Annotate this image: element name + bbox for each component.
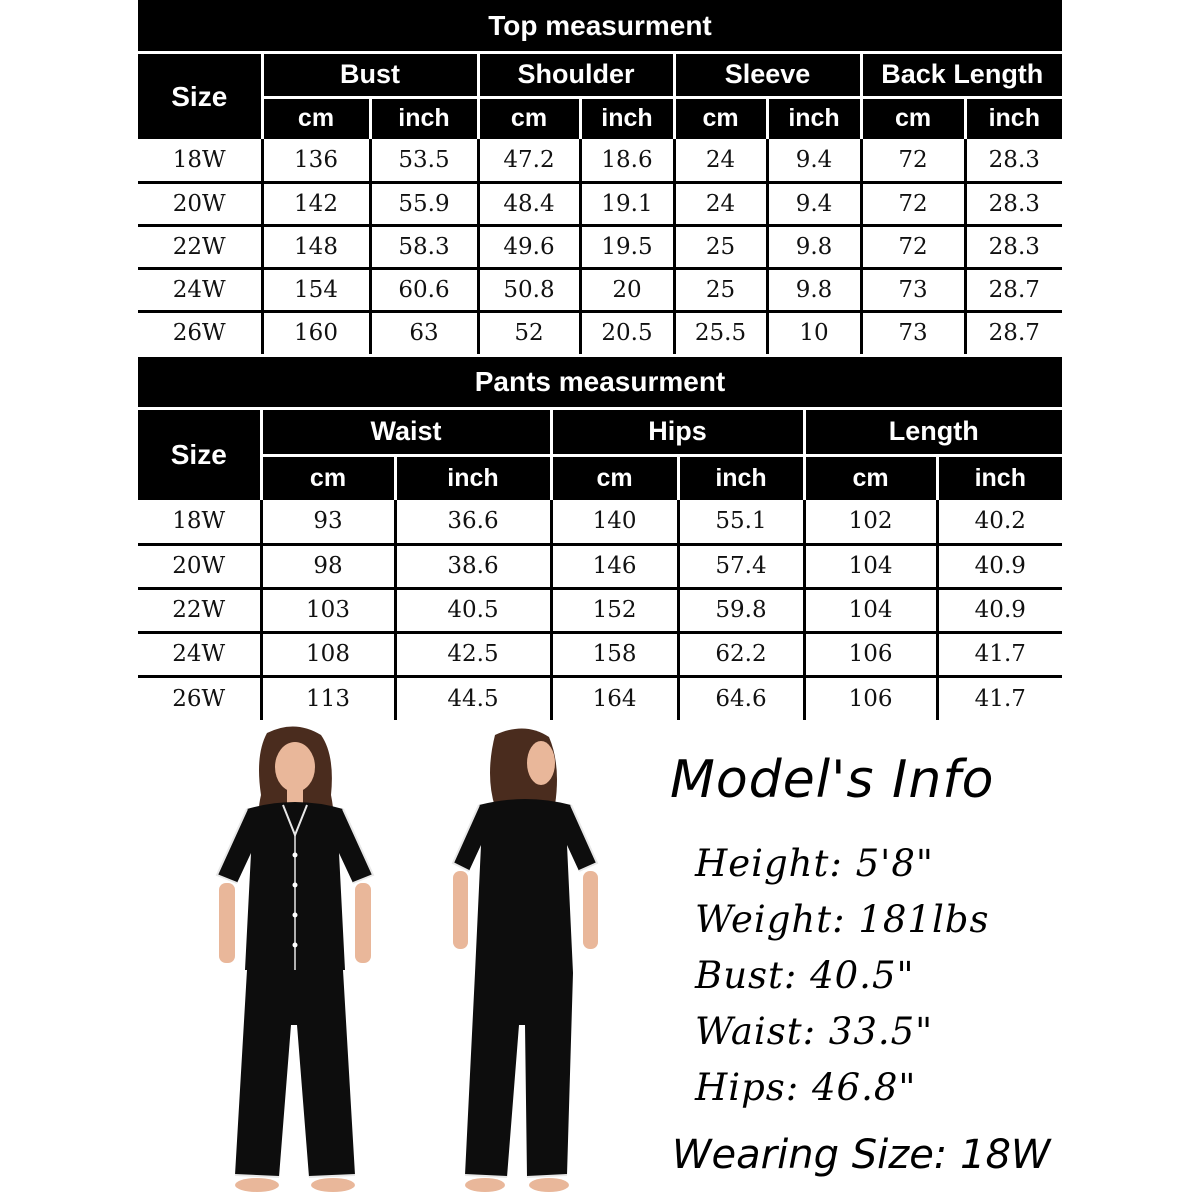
table-row (138, 311, 1062, 354)
measurement-cell: 41.7 (937, 632, 1062, 676)
measurement-cell: 9.8 (767, 268, 861, 311)
model-back-figure (445, 725, 605, 1195)
unit-header: inch (580, 97, 674, 139)
measurement-cell: 72 (861, 182, 965, 225)
measurement-cell: 48.4 (478, 182, 580, 225)
measurement-cell: 152 (551, 588, 678, 632)
measurement-cell: 98 (261, 544, 395, 588)
unit-header: cm (861, 97, 965, 139)
measurement-cell: 106 (804, 632, 937, 676)
pants-measurement-table (138, 410, 1062, 720)
size-cell: 22W (138, 225, 262, 268)
measurement-cell: 57.4 (678, 544, 804, 588)
unit-header: cm (551, 455, 678, 500)
measurement-cell: 55.9 (370, 182, 478, 225)
measurement-cell: 154 (262, 268, 370, 311)
size-cell: 24W (138, 632, 261, 676)
measurement-cell: 40.9 (937, 544, 1062, 588)
measurement-cell: 18.6 (580, 139, 674, 182)
size-cell: 24W (138, 268, 262, 311)
unit-header: cm (674, 97, 767, 139)
table-row (138, 676, 1062, 720)
table-row (138, 182, 1062, 225)
unit-header: inch (678, 455, 804, 500)
size-cell: 18W (138, 500, 261, 544)
measurement-cell: 28.3 (965, 225, 1062, 268)
length-header: Length (804, 410, 1062, 455)
size-cell: 22W (138, 588, 261, 632)
measurement-cell: 25 (674, 268, 767, 311)
measurement-cell: 72 (861, 139, 965, 182)
model-wearing-size: Wearing Size: 18W (672, 1132, 1051, 1178)
measurement-cell: 9.8 (767, 225, 861, 268)
table-row (138, 588, 1062, 632)
measurement-cell: 41.7 (974, 685, 1026, 712)
measurement-cell: 64.6 (678, 676, 804, 720)
measurement-cell: 140 (551, 500, 678, 544)
unit-header: cm (261, 455, 395, 500)
measurement-cell: 40.9 (937, 588, 1062, 632)
measurement-cell: 28.7 (965, 268, 1062, 311)
measurement-cell: 28.7 (988, 320, 1040, 347)
table-row (138, 139, 1062, 182)
hips-header: Hips (551, 410, 804, 455)
measurement-cell: 93 (261, 500, 395, 544)
size-cell: 20W (138, 182, 262, 225)
measurement-cell: 148 (262, 225, 370, 268)
measurement-cell: 20.5 (580, 311, 674, 354)
measurement-cell: 52 (478, 311, 580, 354)
unit-header: inch (965, 97, 1062, 139)
measurement-cell: 49.6 (478, 225, 580, 268)
unit-header: cm (262, 97, 370, 139)
size-cell: 26W (138, 311, 262, 354)
back-length-header: Back Length (861, 54, 1062, 97)
unit-header: inch (395, 455, 551, 500)
measurement-cell: 103 (261, 588, 395, 632)
measurement-cell: 59.8 (678, 588, 804, 632)
table-row (138, 632, 1062, 676)
sleeve-header: Sleeve (674, 54, 861, 97)
measurement-cell: 104 (804, 544, 937, 588)
measurement-cell: 19.1 (580, 182, 674, 225)
measurement-cell: 50.8 (478, 268, 580, 311)
measurement-cell: 25.5 (674, 311, 767, 354)
measurement-cell: 9.4 (767, 139, 861, 182)
measurement-cell: 53.5 (370, 139, 478, 182)
size-cell: 26W (138, 676, 261, 720)
unit-header: cm (478, 97, 580, 139)
measurement-cell: 60.6 (370, 268, 478, 311)
measurement-cell: 58.3 (370, 225, 478, 268)
unit-header: inch (937, 455, 1062, 500)
top-measurement-table (138, 54, 1062, 354)
measurement-cell: 72 (861, 225, 965, 268)
measurement-cell: 47.2 (478, 139, 580, 182)
model-waist: Waist: 33.5" (695, 1010, 934, 1053)
unit-header: inch (370, 97, 478, 139)
pants-measurement-title: Pants measurment (138, 354, 1062, 410)
measurement-cell: 28.3 (965, 139, 1062, 182)
measurement-cell: 104 (804, 588, 937, 632)
model-bust: Bust: 40.5" (695, 954, 915, 997)
model-weight: Weight: 181lbs (695, 898, 990, 941)
measurement-cell: 136 (262, 139, 370, 182)
measurement-cell: 142 (262, 182, 370, 225)
measurement-cell: 40.5 (395, 588, 551, 632)
measurement-cell: 36.6 (395, 500, 551, 544)
table-row (138, 544, 1062, 588)
top-measurement-section (138, 0, 1062, 354)
measurement-cell: 25 (674, 225, 767, 268)
unit-header: cm (804, 455, 937, 500)
measurement-cell: 44.5 (395, 676, 551, 720)
measurement-cell: 20 (580, 268, 674, 311)
model-height: Height: 5'8" (695, 842, 934, 885)
model-front-figure (205, 725, 385, 1195)
measurement-cell: 19.5 (580, 225, 674, 268)
size-cell: 18W (138, 139, 262, 182)
measurement-cell: 9.4 (767, 182, 861, 225)
size-header: Size (138, 54, 262, 139)
measurement-cell: 158 (551, 632, 678, 676)
measurement-cell: 10 (767, 311, 861, 354)
measurement-cell: 73 (861, 311, 965, 354)
measurement-cell: 42.5 (395, 632, 551, 676)
measurement-cell: 40.2 (937, 500, 1062, 544)
table-row (138, 225, 1062, 268)
top-table-body (138, 139, 1062, 354)
waist-header: Waist (261, 410, 551, 455)
size-cell: 20W (138, 544, 261, 588)
pants-measurement-section (138, 354, 1062, 720)
measurement-cell: 55.1 (678, 500, 804, 544)
unit-header: inch (767, 97, 861, 139)
pants-table-body (138, 500, 1062, 720)
bust-header: Bust (262, 54, 478, 97)
model-info-title: Model's Info (670, 750, 995, 810)
measurement-cell: 106 (804, 676, 937, 720)
table-row (138, 500, 1062, 544)
table-row (138, 268, 1062, 311)
shoulder-header: Shoulder (478, 54, 674, 97)
top-measurement-title: Top measurment (138, 0, 1062, 54)
measurement-cell: 113 (261, 676, 395, 720)
measurement-cell: 62.2 (678, 632, 804, 676)
measurement-cell: 38.6 (395, 544, 551, 588)
measurement-cell: 146 (551, 544, 678, 588)
measurement-cell: 108 (261, 632, 395, 676)
measurement-cell: 24 (674, 182, 767, 225)
measurement-cell: 28.3 (965, 182, 1062, 225)
measurement-cell: 160 (262, 311, 370, 354)
measurement-cell: 102 (804, 500, 937, 544)
measurement-cell: 73 (861, 268, 965, 311)
size-header: Size (138, 410, 261, 500)
measurement-cell: 63 (370, 311, 478, 354)
model-hips: Hips: 46.8" (695, 1066, 917, 1109)
measurement-cell: 24 (674, 139, 767, 182)
measurement-cell: 164 (551, 676, 678, 720)
